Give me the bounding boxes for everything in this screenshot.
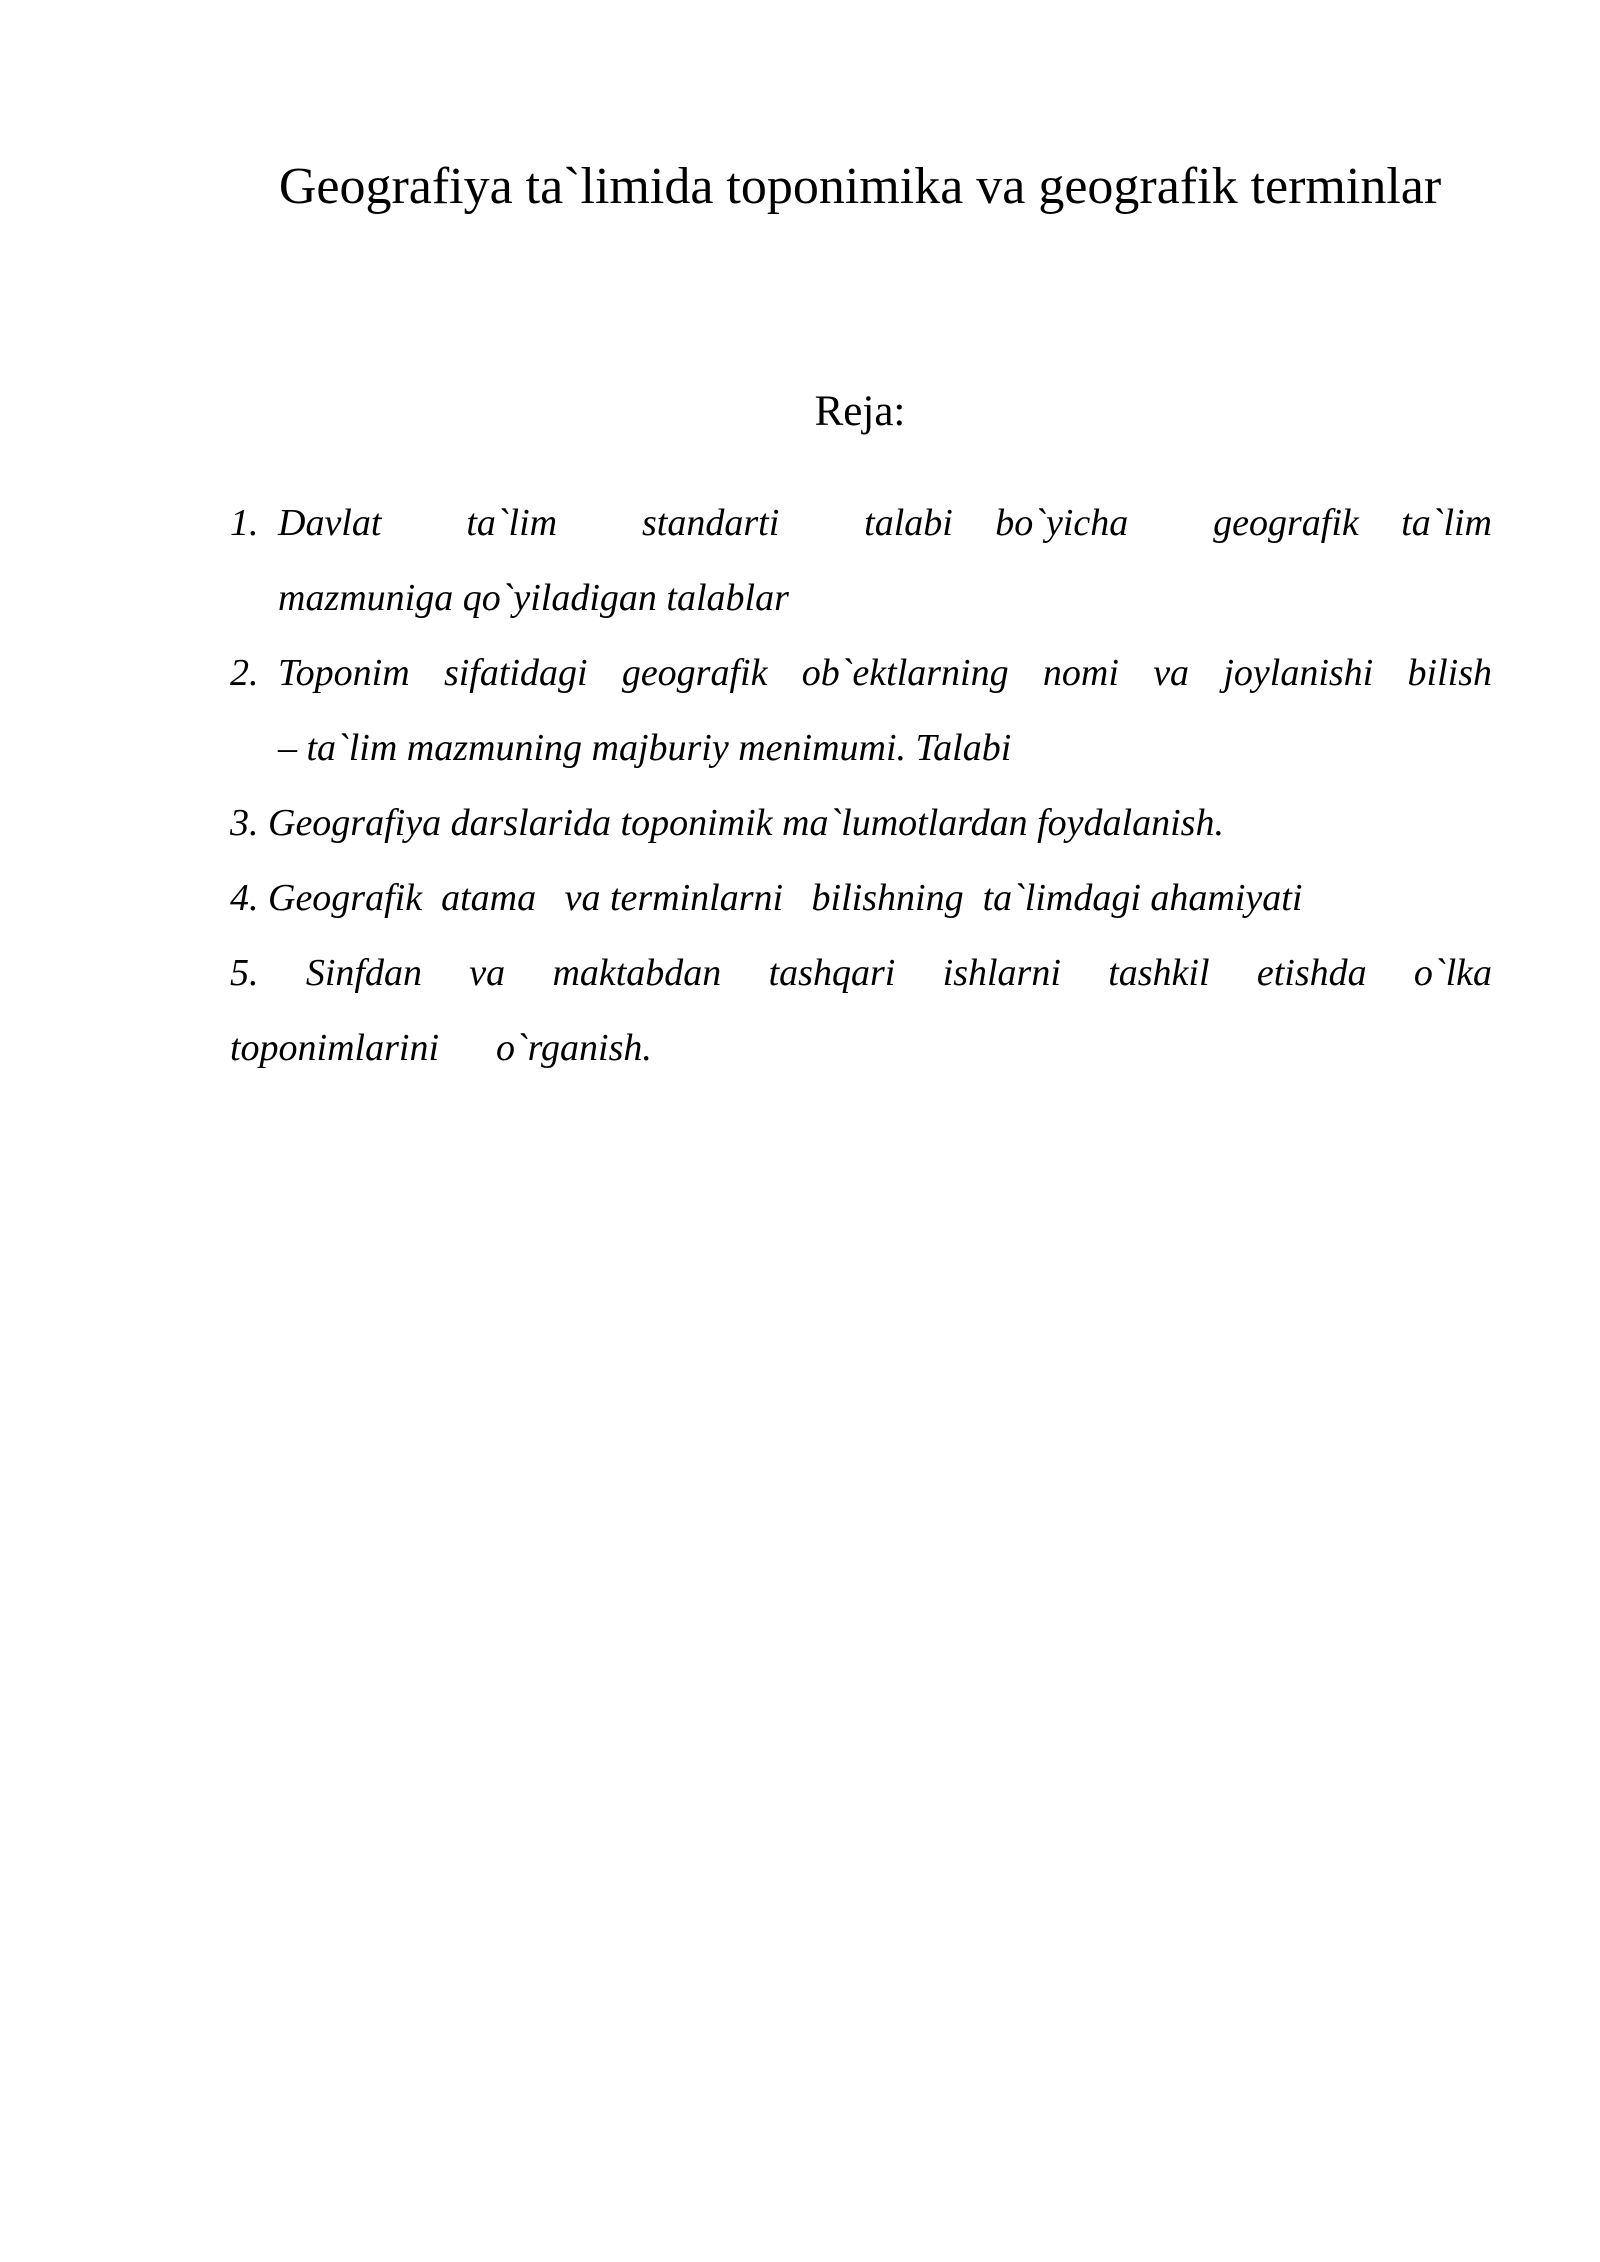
plan-heading: Reja: (814, 388, 906, 435)
plan-item-text: Toponim sifatidagi geografik ob`ektlarning nomi va joylanishi bilish (278, 652, 1492, 694)
plan-item-text-continued: – ta`lim mazmuning majburiy menimumi. Talabi (278, 727, 1012, 769)
plan-item-number: 1. (230, 502, 259, 544)
plan-item-number: 2. (230, 652, 259, 694)
plan-item-text: Davlat ta`lim standarti talabi bo`yicha geografik ta`lim (278, 502, 1492, 544)
plan-item-4 (230, 861, 1492, 936)
plan-item-number: 3. (230, 802, 259, 844)
plan-list (230, 486, 1492, 1086)
plan-item-text-continued: toponimlarini o`rganish. (230, 1027, 652, 1069)
document-title: Geografiya ta`limida toponimika va geografik terminlar (278, 158, 1442, 215)
plan-item-text-continued: mazmuniga qo`yiladigan talablar (278, 577, 789, 619)
plan-item-text: Geografik atama va terminlarni bilishning ta`limdagi ahamiyati (268, 877, 1303, 919)
plan-item-number: 5. (230, 952, 259, 994)
plan-item-text: Geografiya darslarida toponimik ma`lumotlardan foydalanish. (268, 802, 1224, 844)
plan-item-text: Sinfdan va maktabdan tashqari ishlarni tashkil etishda o`lka (305, 952, 1493, 994)
plan-item-number: 4. (230, 877, 259, 919)
plan-item-1 (230, 486, 1492, 636)
plan-item-3 (230, 786, 1492, 861)
plan-item-2 (230, 636, 1492, 786)
plan-item-5 (230, 936, 1492, 1086)
